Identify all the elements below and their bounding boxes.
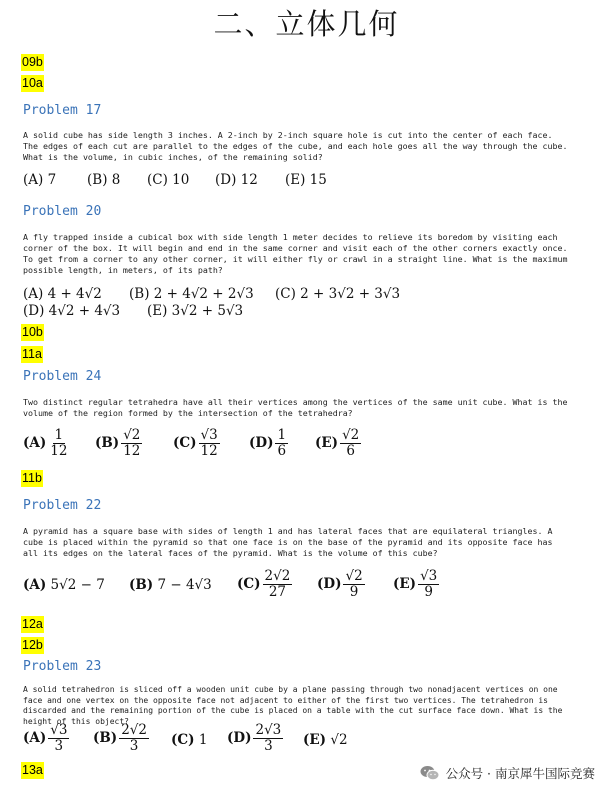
- choice-b: (B) 7 − 4√3: [129, 577, 212, 593]
- choice-c: (C) 10: [147, 172, 190, 188]
- footer-watermark: [420, 764, 595, 782]
- choice-b: (B) 2 + 4√2 + 2√3: [129, 286, 254, 302]
- section-tag-11b: 11b: [22, 471, 42, 485]
- choice-c: (C) 1: [171, 732, 208, 748]
- problem-24-title: Problem 24: [23, 369, 102, 384]
- choice-a: (A) $\frac{1}{12}$: [23, 427, 68, 459]
- section-tag-12a: 12a: [22, 617, 43, 631]
- choice-c: (C) 2 + 3√2 + 3√3: [275, 286, 401, 302]
- choice-e: (E) $\frac{√2}{6}$: [315, 427, 360, 459]
- problem-23-text: A solid tetrahedron is sliced off a wooden unit cube by a plane passing through two nonadjacent vertices on one face and one vertex on the opposite face not adjacent to either of the first two vertices. The tetrahedron is discarded and the remaining portion of the cube is placed on a table with the cut surface face down. What is the height of this object?: [23, 685, 563, 726]
- choice-a: (A) 5√2 − 7: [23, 577, 105, 593]
- problem-22-text: A pyramid has a square base with sides of length 1 and has lateral faces that are equilateral triangles. A cube is placed within the pyramid so that one face is on the base of the pyramid and its opposite face has all its edges on the lateral faces of the pyramid. What is the volume of this cube?: [23, 526, 553, 558]
- problem-17-title: Problem 17: [23, 103, 102, 118]
- choice-c: (C) $\frac{√3}{12}$: [173, 427, 218, 459]
- page-title: 二、立体几何: [213, 7, 400, 41]
- section-tag-10a: 10a: [22, 76, 43, 90]
- choice-b: (B) $\frac{2√2}{3}$: [93, 722, 147, 754]
- choice-a: (A) 7: [23, 172, 57, 188]
- section-tag-11a: 11a: [22, 347, 42, 361]
- choice-d: (D) $\frac{1}{6}$: [249, 427, 287, 459]
- choice-a: (A) 4 + 4√2: [23, 286, 102, 302]
- choice-b: (B) 8: [87, 172, 121, 188]
- section-tag-10b: 10b: [22, 325, 43, 339]
- section-tag-13a: 13a: [22, 763, 43, 777]
- problem-17-text: A solid cube has side length 3 inches. A 2-inch by 2-inch square hole is cut into the center of each face. The edges of each cut are parallel to the edges of the cube, and each hole goes all the way through the cube. What is the volume, in cubic inches, of the remaining solid?: [23, 130, 568, 162]
- problem-20-text: A fly trapped inside a cubical box with side length 1 meter decides to relieve its boredom by visiting each corner of the box. It will begin and end in the same corner and visit each of the other corners exactly once. To get from a corner to any other corner, it will either fly or crawl in a straight line. What is the maximum possible length, in meters, of its path?: [23, 232, 568, 275]
- choice-d: (D) $\frac{√2}{9}$: [317, 568, 363, 600]
- problem-22-title: Problem 22: [23, 498, 102, 513]
- choice-c: (C) $\frac{2√2}{27}$: [237, 568, 291, 600]
- choice-b: (B) $\frac{√2}{12}$: [95, 427, 141, 459]
- section-tag-09b: 09b: [22, 55, 43, 69]
- choice-d: (D) $\frac{2√3}{3}$: [227, 722, 282, 754]
- section-tag-12b: 12b: [22, 638, 43, 652]
- problem-23-title: Problem 23: [23, 659, 102, 674]
- choice-e: (E) √2: [303, 732, 348, 748]
- problem-20-title: Problem 20: [23, 204, 102, 219]
- choice-d: (D) 12: [215, 172, 258, 188]
- problem-24-text: Two distinct regular tetrahedra have all their vertices among the vertices of the same unit cube. What is the volume of the region formed by the intersection of the tetrahedra?: [23, 397, 568, 418]
- choice-d: (D) 4√2 + 4√3: [23, 303, 121, 319]
- choice-e: (E) $\frac{√3}{9}$: [393, 568, 438, 600]
- choice-e: (E) 15: [285, 172, 327, 188]
- choice-e: (E) 3√2 + 5√3: [147, 303, 244, 319]
- footer-text: 公众号 · 南京犀牛国际竞赛: [445, 766, 595, 781]
- choice-a: (A) $\frac{√3}{3}$: [23, 722, 68, 754]
- wechat-icon: [420, 765, 440, 781]
